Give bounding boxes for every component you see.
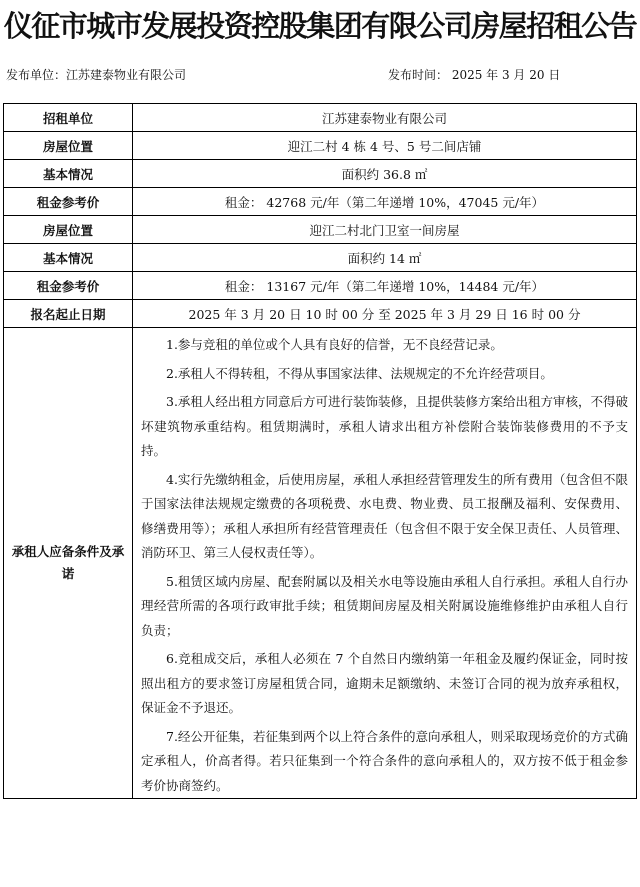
condition-item: 3.承租人经出租方同意后方可进行装饰装修，且提供装修方案给出租方审核，不得破坏建筑物承重结构。租赁期满时，承租人请求出租方补偿附合装饰装修费用的不予支持。 (141, 394, 628, 458)
row-value: 2025 年 3 月 20 日 10 时 00 分 至 2025 年 3 月 29 日 16 时 00 分 (133, 300, 637, 328)
row-value: 面积约 36.8 ㎡ (133, 160, 637, 188)
row-value: 迎江二村 4 栋 4 号、5 号二间店铺 (133, 132, 637, 160)
row-label: 房屋位置 (4, 132, 133, 160)
row-label: 报名起止日期 (4, 300, 133, 328)
conditions-row (4, 328, 637, 799)
row-label: 房屋位置 (4, 216, 133, 244)
table-row (4, 244, 637, 272)
table-row (4, 160, 637, 188)
row-value: 江苏建泰物业有限公司 (133, 104, 637, 132)
page-title: 仪征市城市发展投资控股集团有限公司房屋招租公告 (3, 9, 637, 43)
condition-item: 7.经公开征集，若征集到两个以上符合条件的意向承租人，则采取现场竞价的方式确定承租人，价高者得。若只征集到一个符合条件的意向承租人的，双方按不低于租金参考价协商签约。 (141, 728, 628, 793)
row-label: 基本情况 (4, 160, 133, 188)
condition-item: 4.实行先缴纳租金，后使用房屋，承租人承担经营管理发生的所有费用（包含但不限于国家法律法规规定缴费的各项税费、水电费、物业费、员工报酬及福利、安保费用、修缮费用等）；承租人承担所有经营管理责任（包含但不限于安全保卫责任、人员管理、消防环卫、第三人侵权责任等）。 (141, 471, 628, 560)
publish-time-line: 发布时间： 2025 年 3 月 20 日 (388, 68, 561, 82)
row-label: 租金参考价 (4, 272, 133, 300)
condition-item: 2.承租人不得转租，不得从事国家法律、法规规定的不允许经营项目。 (166, 365, 553, 381)
rental-info-table (3, 103, 637, 799)
table-row (4, 272, 637, 300)
condition-item: 6.竞租成交后，承租人必须在 7 个自然日内缴纳第一年租金及履约保证金，同时按照出租方的要求签订房屋租赁合同，逾期未足额缴纳、未签订合同的视为放弃承租权，保证金不予退还。 (141, 651, 628, 715)
row-label: 招租单位 (4, 104, 133, 132)
table-row (4, 132, 637, 160)
row-label: 租金参考价 (4, 188, 133, 216)
row-label: 基本情况 (4, 244, 133, 272)
row-value: 租金： 13167 元/年（第二年递增 10%，14484 元/年） (133, 272, 637, 300)
row-value: 面积约 14 ㎡ (133, 244, 637, 272)
conditions-label: 承租人应备条件及承诺 (4, 328, 133, 799)
row-value: 迎江二村北门卫室一间房屋 (133, 216, 637, 244)
table-row (4, 216, 637, 244)
table-row (4, 300, 637, 328)
conditions-text (133, 328, 637, 799)
condition-item: 1.参与竞租的单位或个人具有良好的信誉，无不良经营记录。 (166, 337, 503, 352)
publisher-line: 发布单位：江苏建泰物业有限公司 (6, 68, 187, 82)
row-value: 租金： 42768 元/年（第二年递增 10%，47045 元/年） (133, 188, 637, 216)
condition-item: 5.租赁区域内房屋、配套附属以及相关水电等设施由承租人自行承担。承租人自行办理经营所需的各项行政审批手续；租赁期间房屋及相关附属设施维修维护由承租人自行负责； (141, 573, 628, 638)
table-row (4, 104, 637, 132)
table-row (4, 188, 637, 216)
